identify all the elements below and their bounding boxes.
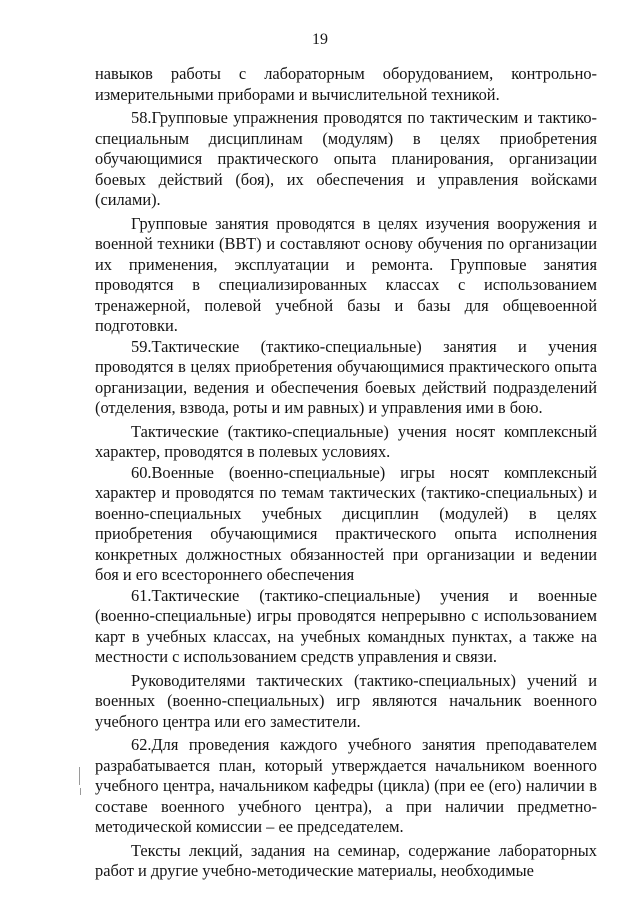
paragraph-58: 58.Групповые упражнения проводятся по тактическим и тактико-специальным дисциплинам (модулям) в целях приобретения обучающимися практического опыта планирования, организации боевых действий (боя), их обеспечения и управления войсками (силами). [95,108,597,209]
paragraph-59: 59.Тактические (тактико-специальные) занятия и учения проводятся в целях приобретения обучающимися практического опыта организации, ведения и обеспечения боевых действий подразделений (отделения, взвода, роты и им равных) и управления ими в бою. [95,336,597,417]
paragraph-continuation: навыков работы с лабораторным оборудованием, контрольно-измерительными приборами и вычислительной техникой. [95,64,597,104]
paragraph-group-classes: Групповые занятия проводятся в целях изучения вооружения и военной техники (ВВТ) и составляют основу обучения по организации их применения, эксплуатации и ремонта. Групповые занятия проводятся в специализированных классах с использованием тренажерной, полевой учебной базы и базы для общевоенной подготовки. [95,213,597,335]
paragraph-60: 60.Военные (военно-специальные) игры носят комплексный характер и проводятся по темам тактических (тактико-специальных) и военно-специальных учебных дисциплин (модулей) в целях приобретения обучающимися практического опыта исполнения конкретных должностных обязанностей при организации и ведении боя и его всестороннего обеспечения [95,462,597,584]
paragraph-61: 61.Тактические (тактико-специальные) учения и военные (военно-специальные) игры проводятся непрерывно с использованием карт в учебных классах, на учебных командных пунктах, а также на местности с использованием средств управления и связи. [95,585,597,666]
paragraph-leaders: Руководителями тактических (тактико-специальных) учений и военных (военно-специальных) игр являются начальник военного учебного центра или его заместители. [95,670,597,731]
paragraph-62: 62.Для проведения каждого учебного занятия преподавателем разрабатывается план, который утверждается начальником военного учебного центра, начальником кафедры (цикла) (при ее (его) наличии в составе военного учебного центра), а при наличии предметно-методической комиссии – ее председателем. [95,735,597,836]
paragraph-lecture-texts: Тексты лекций, задания на семинар, содержание лабораторных работ и другие учебно-методические материалы, необходимые [95,840,597,880]
body-text [95,64,597,882]
scan-artifact-mark [79,767,80,785]
page-number: 19 [312,31,328,48]
paragraph-tactical-exercises: Тактические (тактико-специальные) учения носят комплексный характер, проводятся в полевых условиях. [95,421,597,461]
scan-artifact-mark [80,788,81,795]
